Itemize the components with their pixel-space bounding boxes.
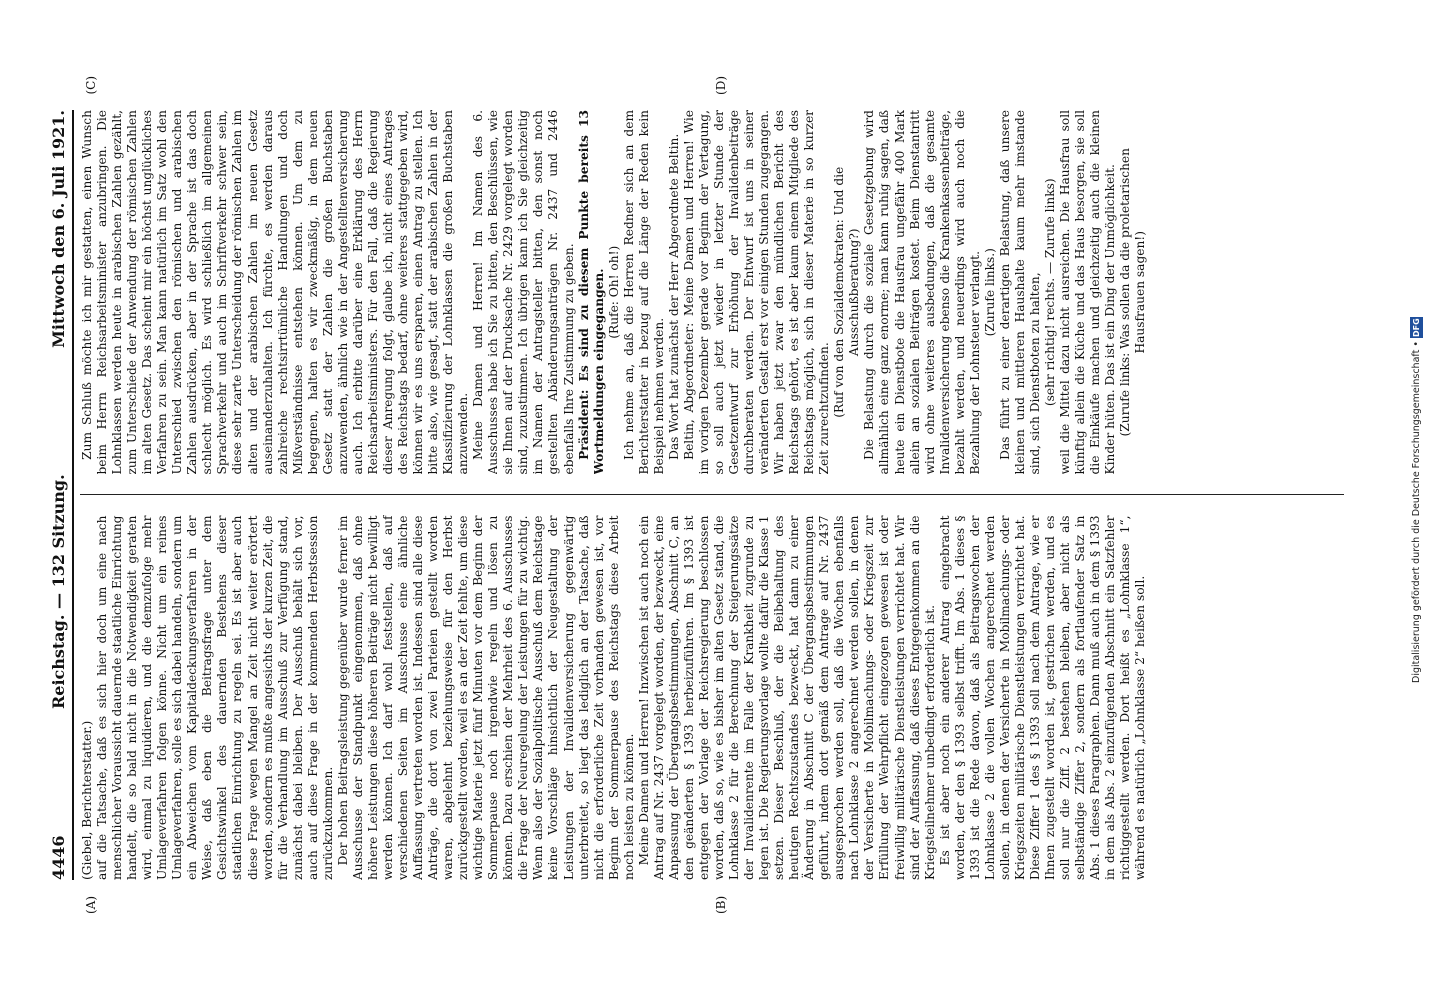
right-column (74, 110, 1344, 475)
paragraph: Ich nehme an, daß die Herren Redner sich an dem Berichterstatter in bezug auf die Länge der Reden kein Beispiel nehmen werden. (621, 110, 666, 475)
paragraph: Zum Schluß möchte ich mir gestatten, einen Wunsch beim Herrn Reichsarbeitsminister anzubringen. Die Lohnklassen werden heute in arabischen Zahlen gezählt, zum Unterschiede der Anwendung der römischen Zahlen im alten Gesetz. Das scheint mir ein höchst unglückliches Verfahren zu sein. Man kann natürlich im Satz wohl den Unterschied zwischen den römischen und arabischen Zahlen ausdrücken, aber in der Sprache ist das doch schlecht möglich. Es wird schließlich im allgemeinen Sprachverkehr und auch im Schriftverkehr schwer sein, diese sehr zarte Unterscheidung der römischen Zahlen im alten und der arabischen Zahlen im neuen Gesetz auseinanderzuhalten. Ich fürchte, es werden daraus zahlreiche rechtsirrtümliche Handlungen und doch Mißverständnisse entstehen können. Um dem zu begegnen, halten es wir zweckmäßig, in dem neuen Gesetz statt der Zahlen die großen Buchstaben anzuwenden, ähnlich wie in der Angestelltenversicherung auch. Ich erbitte darüber eine Erklärung des Herrn Reichsarbeitsministers. Für den Fall, daß die Regierung dieser Anregung folgt, glaube ich, nicht eines Antrages des Reichstags bedarf, ohne weiteres stattgegeben wird, können wir es uns ersparen, einen Antrag zu stellen. Ich bitte also, wie gesagt, statt der arabischen Zahlen in der Klassifizierung der Lohnklassen die großen Buchstaben anzuwenden. (80, 110, 471, 475)
date-title: Mittwoch den 6. Juli 1921. (49, 110, 68, 348)
paragraph: auf die Tatsache, daß es sich hier doch um eine nach menschlicher Voraussicht dauernde staatliche Einrichtung handelt, die so bald nicht in die Notwendigkeit geraten wird, einmal zu liquidieren, und die demzufolge mehr Umlageverfahren folgen könne. Nicht um ein reines Umlageverfahren, solle es sich dabei handeln, sondern um ein Abweichen vom Kapitaldeckungsverfahren in der Weise, daß eben die Beitragsfrage unter dem Gesichtswinkel des dauernden Bestehens dieser staatlichen Einrichtung zu regeln sei. Es ist aber auch diese Frage wegen Mangel an Zeit nicht weiter erörtert worden, sondern es mußte angesichts der kurzen Zeit, die für die Verhandlung im Ausschuß zur Verfügung stand, zunächst dabei bleiben. Der Ausschuß behält sich vor, auch auf diese Frage in der kommenden Herbstsession zurückzukommen. (95, 515, 335, 880)
margin-marker-a: (A) (84, 895, 98, 914)
interjection: (Rufe: Oh! oh!) (606, 245, 621, 339)
left-column (74, 516, 1344, 881)
speaker-tag: (Giebel, Berichterstatter.) (80, 720, 94, 880)
session-title: Reichstag. — 132 Sitzung. (49, 474, 68, 710)
paragraph: weil die Mittel dazu nicht ausreichen. Die Hausfrau soll künftig allein die Küche und das Haus besorgen, sie soll die Einkäufe machen und gleichzeitig auch die kleinen Kinder hüten. Das ist ein Ding der Unmöglichkeit. (1058, 110, 1118, 475)
dfg-logo: DFG (1412, 318, 1421, 337)
interjection: (Ruf von den Sozialdemokraten: Und die Ausschußberatung?) (832, 166, 862, 418)
paragraph: Meine Damen und Herren! Inzwischen ist auch noch ein Antrag auf Nr. 2437 vorgelegt worden, der bezweckt, eine Anpassung der Übergangsbestimmungen, Abschnitt C, an den geänderten § 1393 herbeizuführen. Im § 1393 ist entgegen der Vorlage der Reichsregierung beschlossen worden, daß so, wie es bisher im alten Gesetz stand, die Lohnklasse 2 für die Berechnung der Steigerungssätze der Invalidenrente im Falle der Krankheit zugrunde zu legen ist. Die Regierungsvorlage wollte dafür die Klasse 1 setzen. Dieser Beschluß, der die Beibehaltung des heutigen Rechtszustandes bezweckt, hat dann zu einer Änderung in Abschnitt C der Übergangsbestimmungen geführt, indem dort gemäß dem Antrage auf Nr. 2437 ausgesprochen werden soll, daß die Wochen ebenfalls nach Lohnklasse 2 angerechnet werden sollen, in denen der Versicherte in Mobilmachungs- oder Kriegszeit zur Erfüllung der Wehrpflicht eingezogen gewesen ist oder freiwillig militärische Dienstleistungen verrichtet hat. Wir sind der Auffassung, daß dieses Entgegenkommen an die Kriegsteilnehmer unbedingt erforderlich ist. (636, 515, 937, 880)
paragraph: Das Wort hat zunächst der Herr Abgeordnete Beltin. (666, 133, 681, 460)
margin-marker-c: (C) (84, 76, 98, 95)
paragraph: Es ist aber noch ein anderer Antrag eingebracht worden, der den § 1393 selbst trifft. Im Abs. 1 dieses § 1393 ist die Rede davon, daß als Beitragswochen der Lohnklasse 2 die vollen Wochen angerechnet werden sollen, in denen der Versicherte in Mobilmachungs- oder Kriegszeiten militärische Dienstleistungen verrichtet hat. Diese Ziffer 1 des § 1393 soll nach dem Antrage, wie er Ihnen zugestellt worden ist, gestrichen werden, und es soll nur die Ziff. 2 bestehen bleiben, aber nicht als selbständige Ziffer 2, sondern als fortlaufender Satz in Abs. 1 dieses Paragraphen. Dann muß auch in dem § 1393 in dem als Abs. 2 einzufügenden Abschnitt ein Satzfehler richtiggestellt werden. Dort heißt es „Lohnklasse 1“, während es natürlich „Lohnklasse 2“ heißen soll. (937, 515, 1148, 880)
paragraph: Die Belastung durch die soziale Gesetzgebung wird allmählich eine ganz enorme; man kann ruhig sagen, daß heute ein Dienstbote die Hausfrau ungefähr 400 Mark allein an sozialen Beiträgen kostet. Beim Dienstantritt wird ohne weiteres ausbedungen, daß die gesamte Invalidenversicherung ebenso die Krankenkassenbeiträge, bezahlt werden, und neuerdings wird auch noch die Bezahlung der Lohnsteuer verlangt. (862, 110, 982, 475)
interjection: (Zurufe links.) (982, 248, 997, 337)
paragraph: Der hohen Beitragsleistung gegenüber wurde ferner im Ausschusse der Standpunkt eingenommen, daß ohne höhere Leistungen diese höheren Beiträge nicht bewilligt werden können. Ich darf wohl feststellen, daß auf verschiedenen Seiten im Ausschusse eine ähnliche Auffassung vertreten worden ist. Indessen sind alle diese Anträge, die dort von zwei Parteien gestellt worden waren, abgelehnt beziehungsweise für den Herbst zurückgestellt worden, weil es an der Zeit fehlte, um diese wichtige Materie jetzt fünf Minuten vor dem Beginn der Sommerpause noch irgendwie regeln und lösen zu können. Dazu erschien der Mehrheit des 6. Ausschusses die Frage der Neuregelung der Leistungen für zu wichtig. Wenn also der Sozialpolitische Ausschuß dem Reichstage keine Vorschläge hinsichtlich der Neugestaltung der Leistungen der Invalidenversicherung gegenwärtig unterbreitet, so liegt das lediglich an der Tatsache, daß nicht die erforderliche Zeit vorhanden gewesen ist, vor Beginn der Sommerpause des Reichstags diese Arbeit noch leisten zu können. (335, 515, 636, 880)
interjection: (Zurufe links: Was sollen da die proletarischen Hausfrauen sagen!) (1118, 148, 1148, 437)
interjection: (sehr richtig! rechts. — Zurufe links) (1043, 178, 1057, 407)
column-divider (80, 495, 1344, 496)
credit-text: Digitalisierung gefördert durch die Deutsche Forschungsgemeinschaft (1411, 349, 1422, 683)
rotated-page (27, 40, 1407, 960)
paragraph: Das führt zu einer derartigen Belastung, daß unsere kleinen und mittleren Haushalte kaum mehr imstande sind, sich Dienstboten zu halten, (997, 110, 1042, 475)
margin-marker-b: (B) (714, 895, 728, 914)
margin-marker-d: (D) (714, 76, 728, 95)
paragraph: Beltin, Abgeordneter: Meine Damen und Herren! Wie im vorigen Dezember gerade vor Beginn der Vertagung, so soll auch jetzt wieder in letzter Stunde der Gesetzentwurf zur Erhöhung der Invalidenbeiträge durchberaten werden. Der Entwurf ist uns in seiner veränderten Gestalt erst vor einigen Stunden zugegangen. Wir haben jetzt zwar den mündlichen Bericht des Reichstags gehört, es ist aber kaum einem Mitgliede des Reichstags möglich, sich in dieser Materie in so kurzer Zeit zurechtzufinden. (681, 110, 832, 475)
paragraph: Meine Damen und Herren! Im Namen des 6. Ausschusses habe ich Sie zu bitten, den Beschlüssen, wie sie Ihnen auf der Drucksache Nr. 2429 vorgelegt worden sind, zuzustimmen. Ich übrigen kann ich Sie gleichzeitig im Namen der Antragsteller bitten, den sonst noch gestellten Abänderungsanträgen Nr. 2437 und 2446 ebenfalls Ihre Zustimmung zu geben. (471, 110, 576, 475)
page-number: 4446 (49, 835, 68, 880)
text-columns (74, 76, 1344, 914)
digitization-credit: Digitalisierung gefördert durch die Deutsche Forschungsgemeinschaft • DFG (1411, 318, 1422, 683)
page-header (49, 110, 74, 880)
president-remark: Präsident: Es sind zu diesem Punkte bereits 13 Wortmeldungen eingegangen. (576, 110, 606, 475)
